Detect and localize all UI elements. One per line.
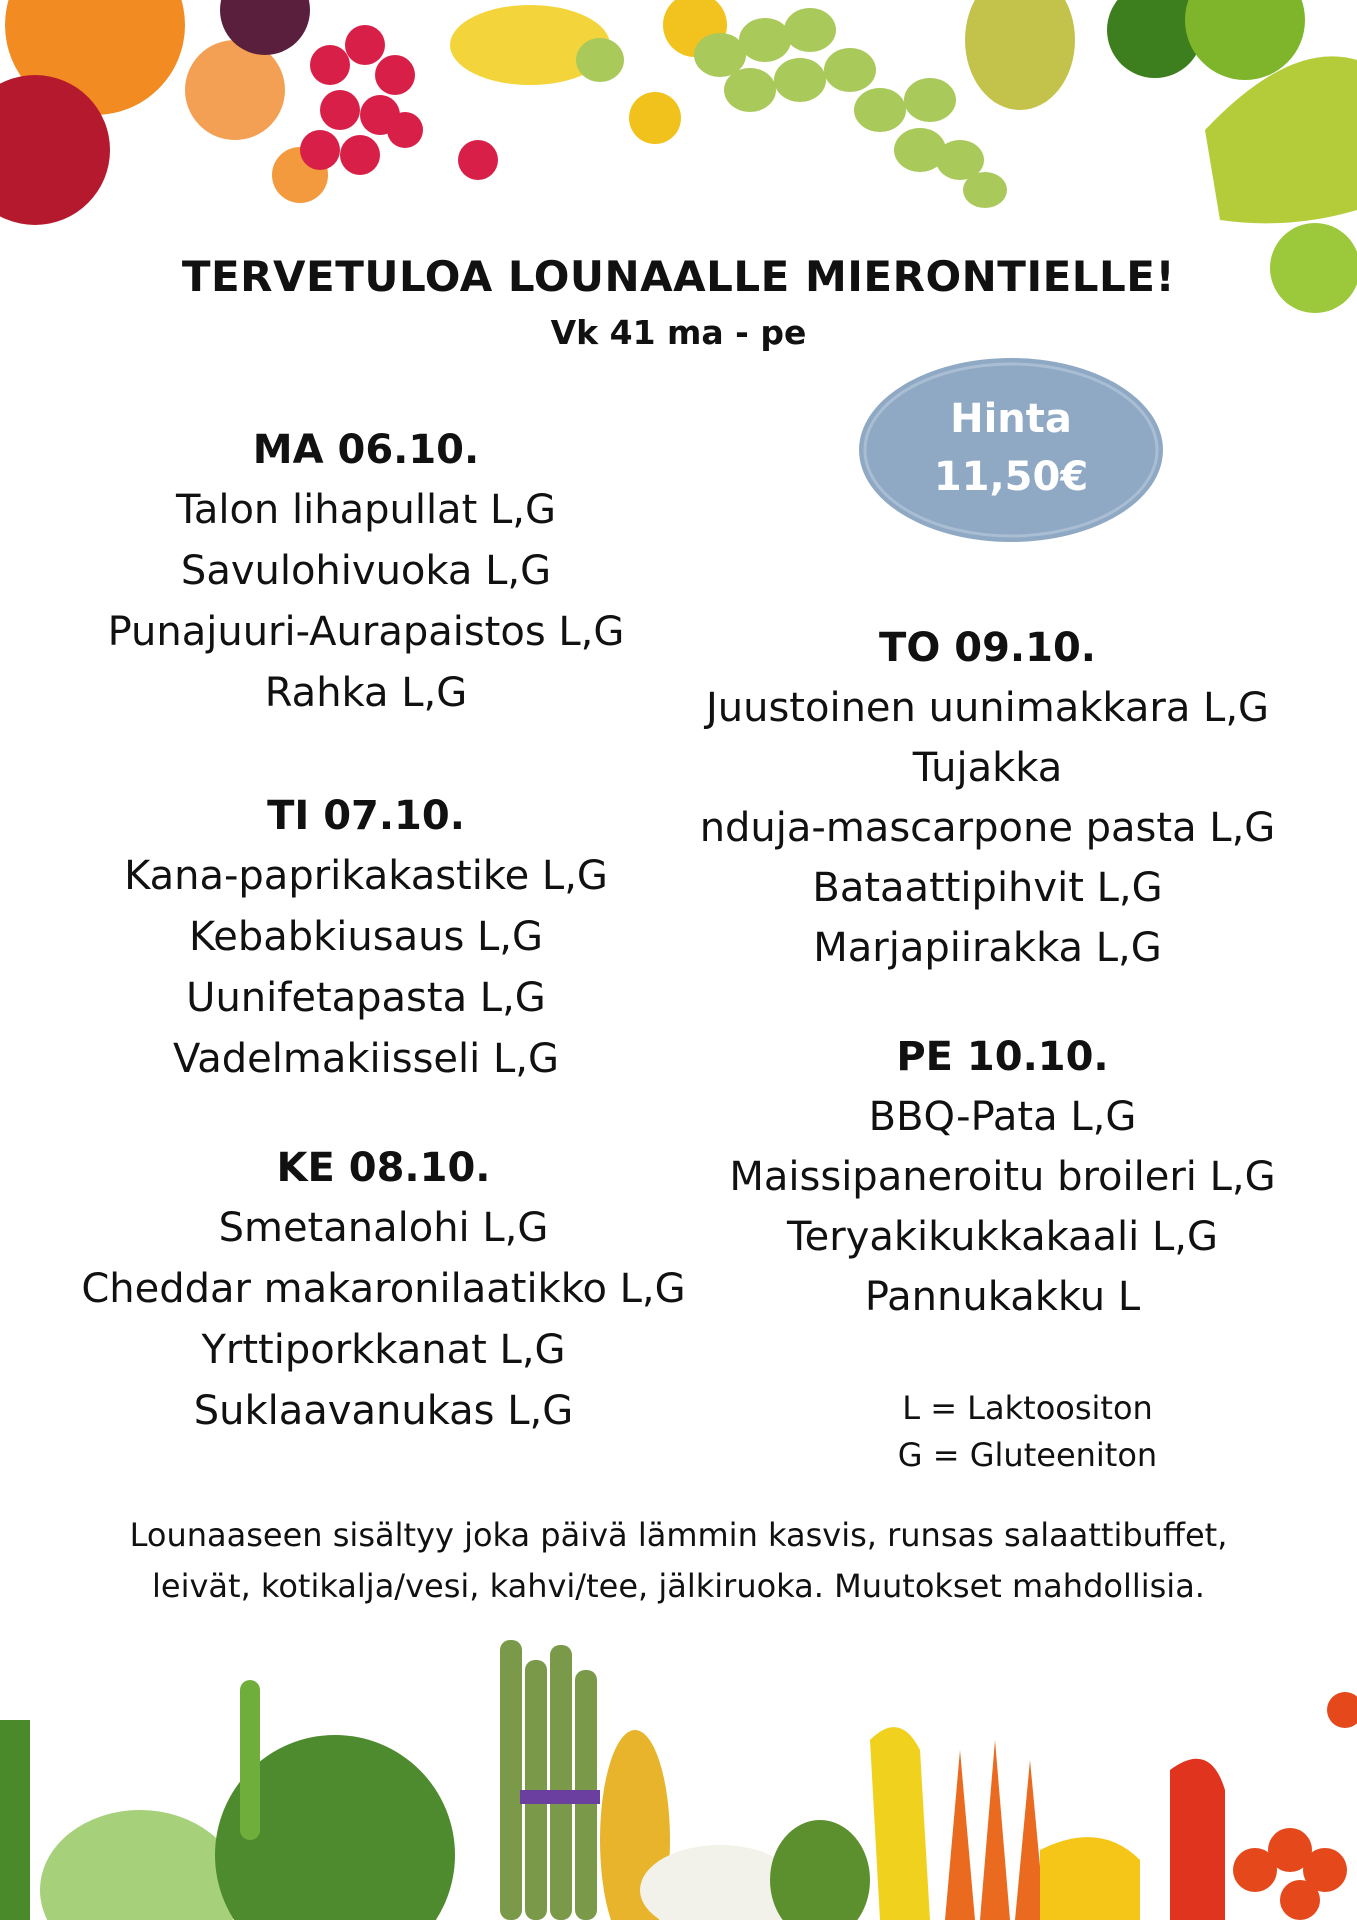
menu-day-ma xyxy=(30,420,702,724)
menu-item: BBQ-Pata L,G xyxy=(868,1094,1137,1140)
menu-item: Kebabkiusaus L,G xyxy=(188,914,544,960)
footer-note xyxy=(40,1510,1317,1612)
menu-day-ti xyxy=(30,786,702,1090)
menu-item: Teryakikukkakaali L,G xyxy=(787,1214,1218,1260)
menu-item: Uunifetapasta L,G xyxy=(186,975,546,1021)
day-heading: TO 09.10. xyxy=(879,625,1096,671)
menu-item: Tujakka xyxy=(912,745,1063,791)
asparagus xyxy=(500,1640,597,1920)
tomatoes xyxy=(1233,1692,1357,1920)
menu-item: Yrttiporkkanat L,G xyxy=(201,1327,566,1373)
footer-line: Lounaaseen sisältyy joka päivä lämmin kasvis, runsas salaattibuffet, xyxy=(129,1516,1228,1554)
price-label: Hinta xyxy=(950,396,1072,442)
carrots xyxy=(945,1740,1045,1920)
cabbage xyxy=(40,1810,240,1920)
menu-item: nduja-mascarpone pasta L,G xyxy=(699,805,1276,851)
price-text xyxy=(856,390,1166,506)
week-subtitle: Vk 41 ma - pe xyxy=(550,313,807,352)
menu-day-to xyxy=(650,618,1325,978)
menu-day-pe xyxy=(650,1027,1355,1327)
menu-item: Juustoinen uunimakkara L,G xyxy=(705,685,1270,731)
menu-item: Kana-paprikakastike L,G xyxy=(124,853,608,899)
menu-item: Savulohivuoka L,G xyxy=(180,548,552,594)
price-value: 11,50€ xyxy=(933,454,1089,500)
menu-item: Suklaavanukas L,G xyxy=(193,1388,574,1434)
menu-item: Smetanalohi L,G xyxy=(218,1205,549,1251)
menu-item: Cheddar makaronilaatikko L,G xyxy=(81,1266,686,1312)
menu-item: Marjapiirakka L,G xyxy=(813,925,1162,971)
vegetable-border-image xyxy=(0,1620,1357,1920)
menu-day-ke xyxy=(30,1138,737,1442)
day-heading: MA 06.10. xyxy=(252,427,480,473)
menu-item: Vadelmakiisseli L,G xyxy=(173,1036,559,1082)
legend-gluten: G = Gluteeniton xyxy=(897,1436,1158,1474)
day-heading: KE 08.10. xyxy=(276,1145,491,1191)
allergen-legend xyxy=(850,1385,1205,1479)
menu-item: Talon lihapullat L,G xyxy=(176,487,556,533)
day-heading: PE 10.10. xyxy=(896,1034,1109,1080)
legend-lactose: L = Laktoositon xyxy=(902,1389,1153,1427)
menu-item: Rahka L,G xyxy=(264,670,468,716)
menu-item: Maissipaneroitu broileri L,G xyxy=(729,1154,1276,1200)
menu-item: Pannukakku L xyxy=(864,1274,1141,1320)
day-heading: TI 07.10. xyxy=(267,793,465,839)
menu-item: Punajuuri-Aurapaistos L,G xyxy=(107,609,625,655)
footer-line: leivät, kotikalja/vesi, kahvi/tee, jälkiruoka. Muutokset mahdollisia. xyxy=(152,1567,1205,1605)
page-title: TERVETULOA LOUNAALLE MIERONTIELLE! xyxy=(181,252,1176,301)
menu-item: Bataattipihvit L,G xyxy=(812,865,1163,911)
